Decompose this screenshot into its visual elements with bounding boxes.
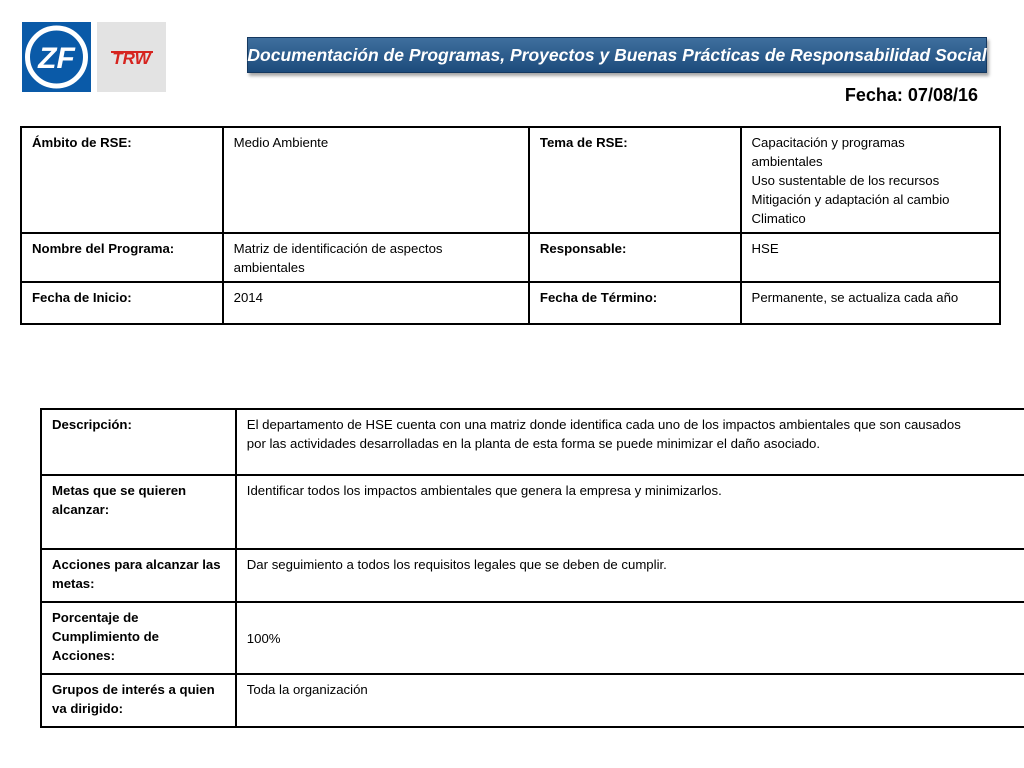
grupos-value: Toda la organización xyxy=(236,674,1024,727)
page-title: Documentación de Programas, Proyectos y Buenas Prácticas de Responsabilidad Social xyxy=(247,44,987,65)
table-row xyxy=(41,549,1024,602)
termino-value: Permanente, se actualiza cada año xyxy=(741,282,1000,324)
tema-line: Mitigación y adaptación al cambio xyxy=(751,192,950,207)
responsable-value: HSE xyxy=(741,233,1000,282)
page-title-banner xyxy=(247,37,987,73)
descripcion-line: por las actividades desarrolladas en la planta de esta forma se puede minimizar el daño asociado. xyxy=(246,436,821,451)
tema-line: Climatico xyxy=(751,211,806,226)
nombre-label: Nombre del Programa: xyxy=(21,233,223,282)
ambito-value: Medio Ambiente xyxy=(223,127,529,233)
nombre-line: ambientales xyxy=(233,260,305,275)
trw-logo-text: TRW xyxy=(112,49,151,68)
porcentaje-label-line: Acciones: xyxy=(52,648,116,663)
acciones-label-line: Acciones para alcanzar las xyxy=(52,557,221,572)
program-detail-table xyxy=(40,408,1024,728)
table-row xyxy=(41,409,1024,475)
nombre-value xyxy=(223,233,529,282)
porcentaje-label-line: Cumplimiento de xyxy=(52,629,159,644)
acciones-value: Dar seguimiento a todos los requisitos legales que se deben de cumplir. xyxy=(236,549,1024,602)
tema-line: Uso sustentable de los recursos xyxy=(751,173,940,188)
trw-logo xyxy=(97,22,166,92)
table-row xyxy=(21,233,1000,282)
grupos-label-line: va dirigido: xyxy=(52,701,124,716)
descripcion-line: El departamento de HSE cuenta con una matriz donde identifica cada uno de los impactos ambientales que son causados xyxy=(246,417,961,432)
metas-value: Identificar todos los impactos ambientales que genera la empresa y minimizarlos. xyxy=(236,475,1024,549)
table-row xyxy=(41,674,1024,727)
tema-line: ambientales xyxy=(751,154,823,169)
zf-logo xyxy=(22,22,91,92)
acciones-label-line: metas: xyxy=(52,576,95,591)
metas-label xyxy=(41,475,236,549)
grupos-label xyxy=(41,674,236,727)
date-label: Fecha: 07/08/16 xyxy=(844,85,978,105)
porcentaje-label-line: Porcentaje de xyxy=(52,610,139,625)
metas-label-line: alcanzar: xyxy=(52,502,110,517)
table-row xyxy=(41,602,1024,674)
responsable-label: Responsable: xyxy=(529,233,741,282)
descripcion-value xyxy=(236,409,1024,475)
nombre-line: Matriz de identificación de aspectos xyxy=(233,241,443,256)
tema-value xyxy=(741,127,1000,233)
inicio-value: 2014 xyxy=(223,282,529,324)
descripcion-label: Descripción: xyxy=(41,409,236,475)
inicio-label: Fecha de Inicio: xyxy=(21,282,223,324)
table-row xyxy=(21,282,1000,324)
table-row xyxy=(21,127,1000,233)
porcentaje-label xyxy=(41,602,236,674)
tema-label: Tema de RSE: xyxy=(529,127,741,233)
tema-line: Capacitación y programas xyxy=(751,135,905,150)
zf-logo-text: ZF xyxy=(38,42,75,75)
metas-label-line: Metas que se quieren xyxy=(52,483,187,498)
acciones-label xyxy=(41,549,236,602)
grupos-label-line: Grupos de interés a quien xyxy=(52,682,215,697)
termino-label: Fecha de Término: xyxy=(529,282,741,324)
program-summary-table xyxy=(20,126,1001,325)
porcentaje-value: 100% xyxy=(236,602,1024,674)
table-row xyxy=(41,475,1024,549)
ambito-label: Ámbito de RSE: xyxy=(21,127,223,233)
